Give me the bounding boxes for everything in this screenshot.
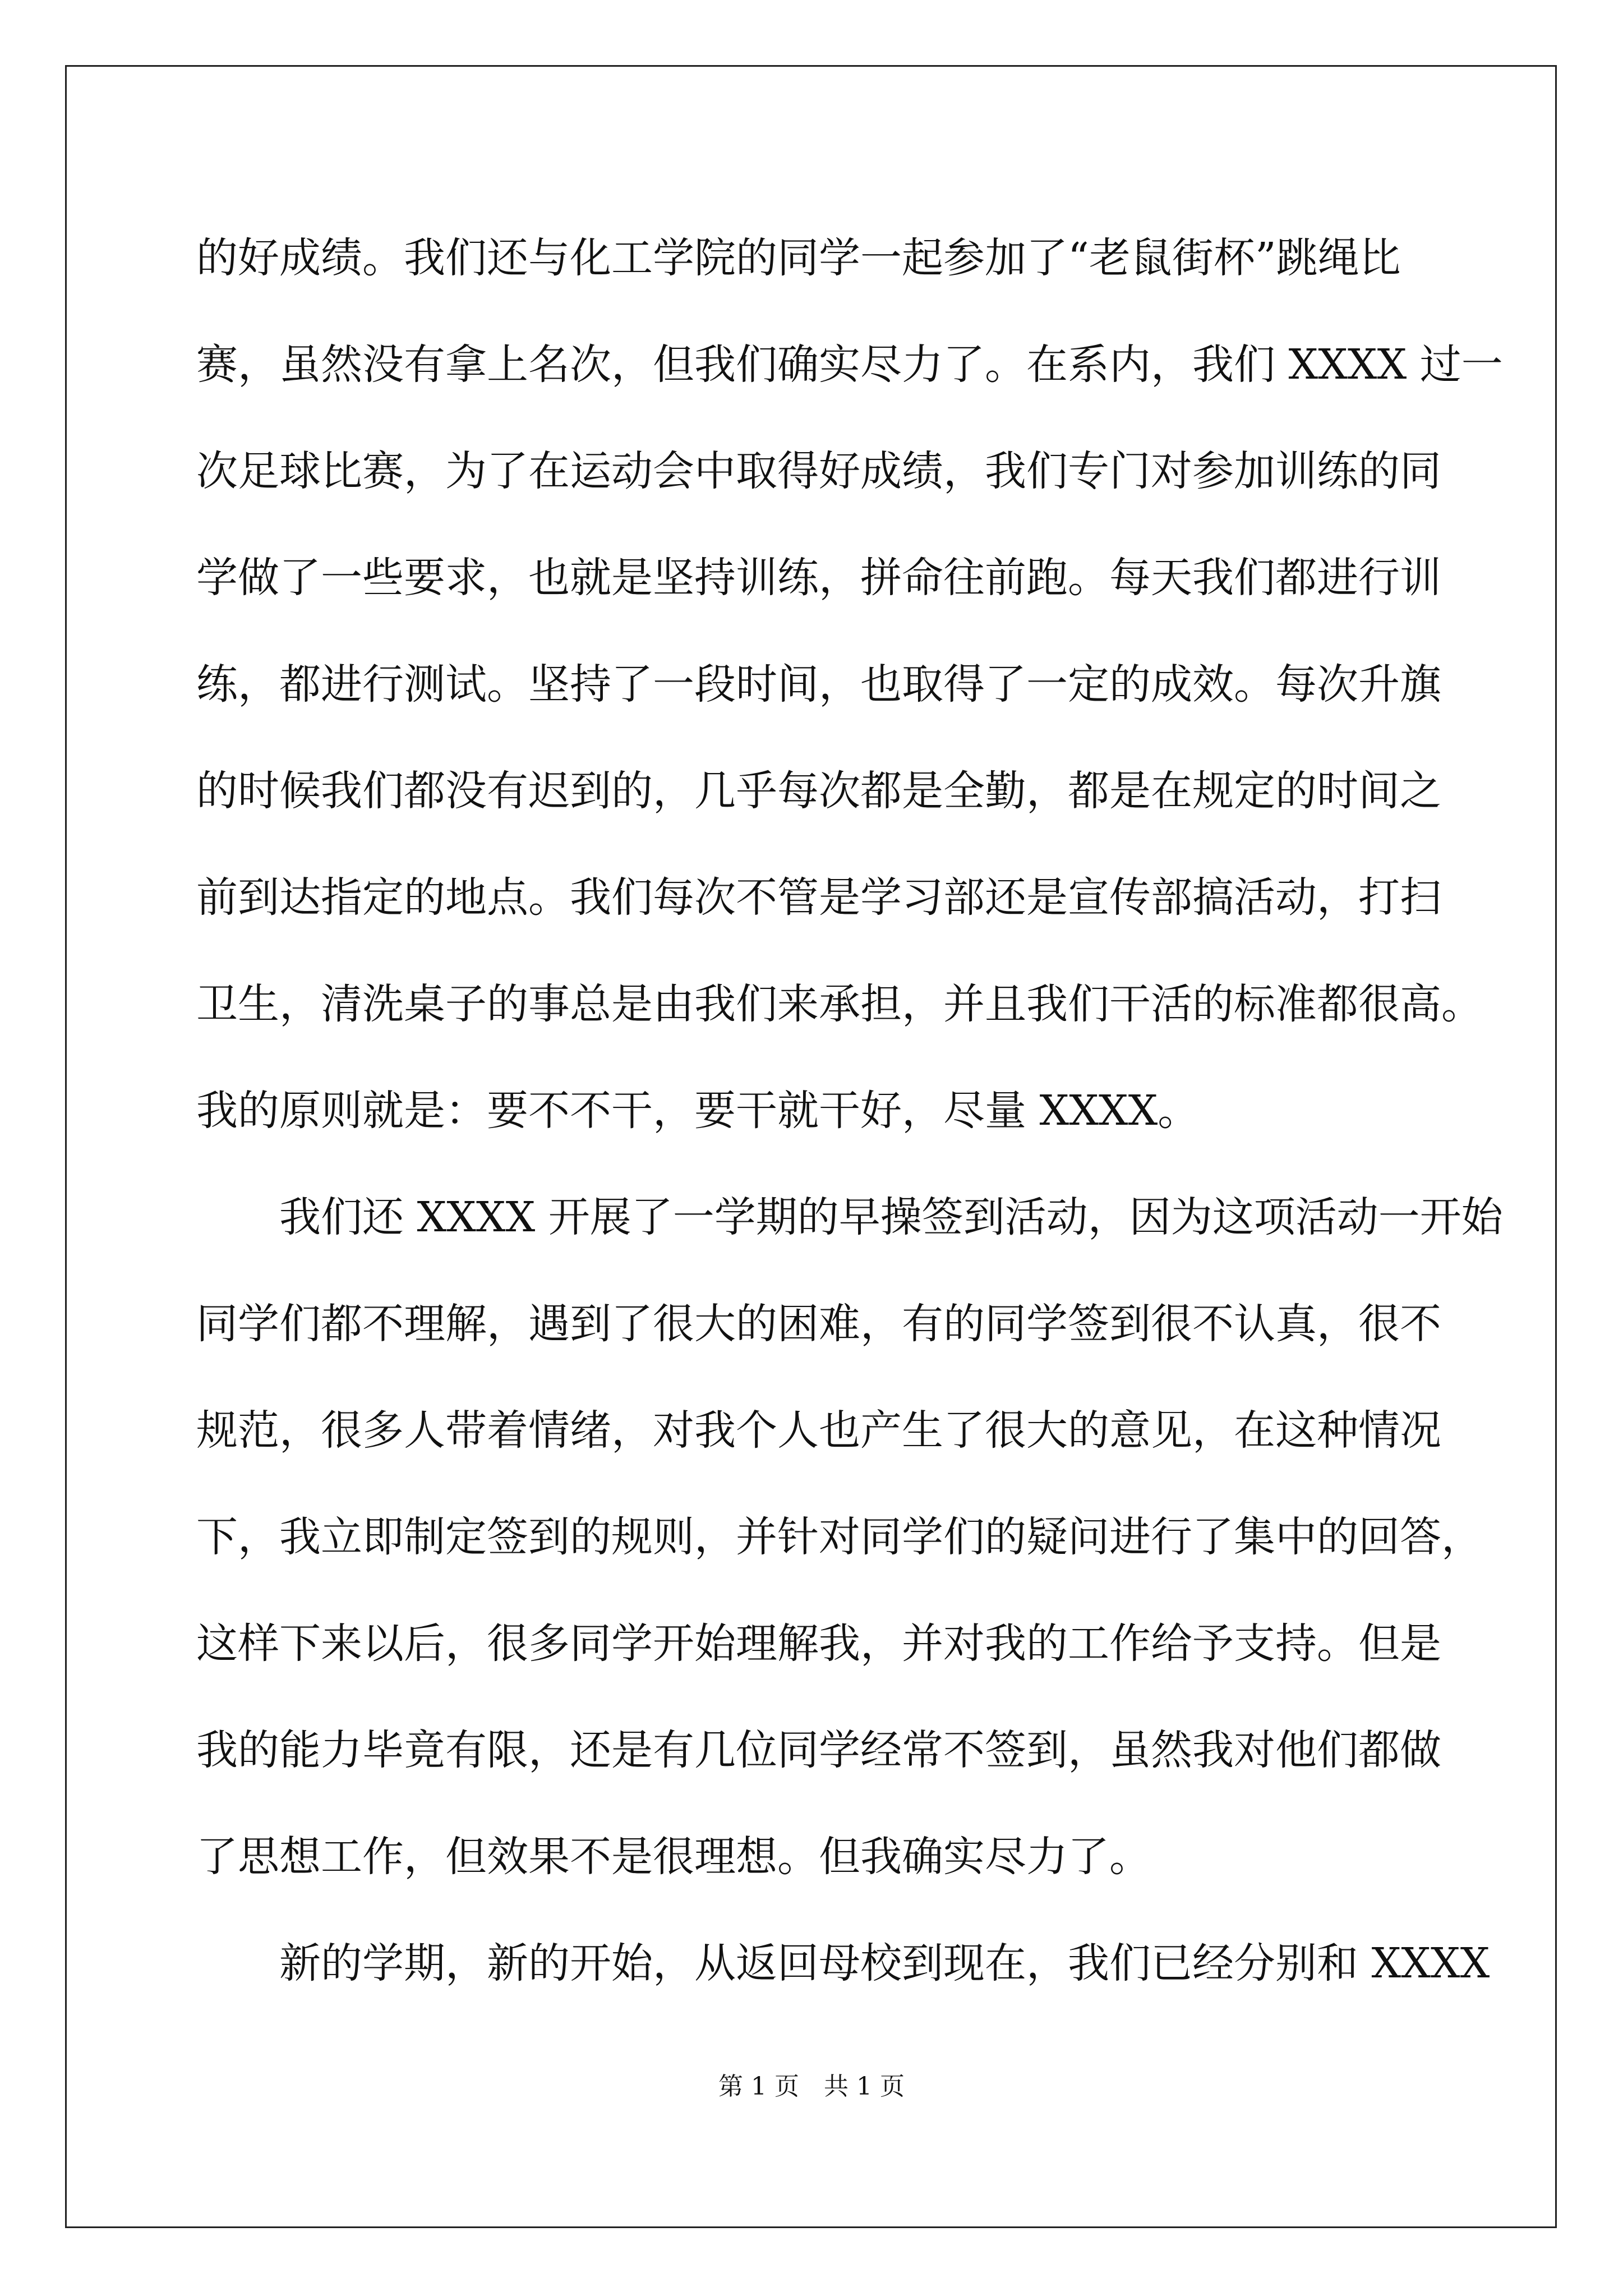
body-line: 卫生，清洗桌子的事总是由我们来承担，并且我们干活的标准都很高。 [196, 980, 1483, 1028]
body-line: 次足球比赛，为了在运动会中取得好成绩，我们专门对参加训练的同 [196, 447, 1441, 495]
body-line: 了思想工作，但效果不是很理想。但我确实尽力了。 [196, 1833, 1151, 1881]
body-line: 我的能力毕竟有限，还是有几位同学经常不签到，虽然我对他们都做 [196, 1726, 1441, 1774]
body-line: 的时候我们都没有迟到的，几乎每次都是全勤，都是在规定的时间之 [196, 767, 1441, 815]
body-line: 下，我立即制定签到的规则，并针对同学们的疑问进行了集中的回答， [196, 1513, 1483, 1561]
body-line: 我的原则就是：要不不干，要干就干好，尽量 XXXX。 [196, 1087, 1200, 1135]
page-number-footer: 第 1 页 共 1 页 [718, 2072, 905, 2101]
body-line: 规范，很多人带着情绪，对我个人也产生了很大的意见，在这种情况 [196, 1406, 1441, 1455]
body-line: 赛，虽然没有拿上名次，但我们确实尽力了。在系内，我们 XXXX 过一 [196, 341, 1503, 389]
body-line: 前到达指定的地点。我们每次不管是学习部还是宣传部搞活动，打扫 [196, 873, 1441, 922]
document-body [196, 205, 1503, 2017]
body-line: 同学们都不理解，遇到了很大的困难，有的同学签到很不认真，很不 [196, 1300, 1441, 1348]
body-line: 的好成绩。我们还与化工学院的同学一起参加了“老鼠街杯”跳绳比 [196, 234, 1401, 282]
paragraph-first-line: 我们还 XXXX 开展了一学期的早操签到活动，因为这项活动一开始 [279, 1193, 1503, 1241]
paragraph-first-line: 新的学期，新的开始，从返回母校到现在，我们已经分别和 XXXX [279, 1939, 1490, 1987]
body-line: 这样下来以后，很多同学开始理解我，并对我的工作给予支持。但是 [196, 1619, 1441, 1668]
body-line: 学做了一些要求，也就是坚持训练，拼命往前跑。每天我们都进行训 [196, 554, 1441, 602]
body-line: 练，都进行测试。坚持了一段时间，也取得了一定的成效。每次升旗 [196, 660, 1441, 708]
